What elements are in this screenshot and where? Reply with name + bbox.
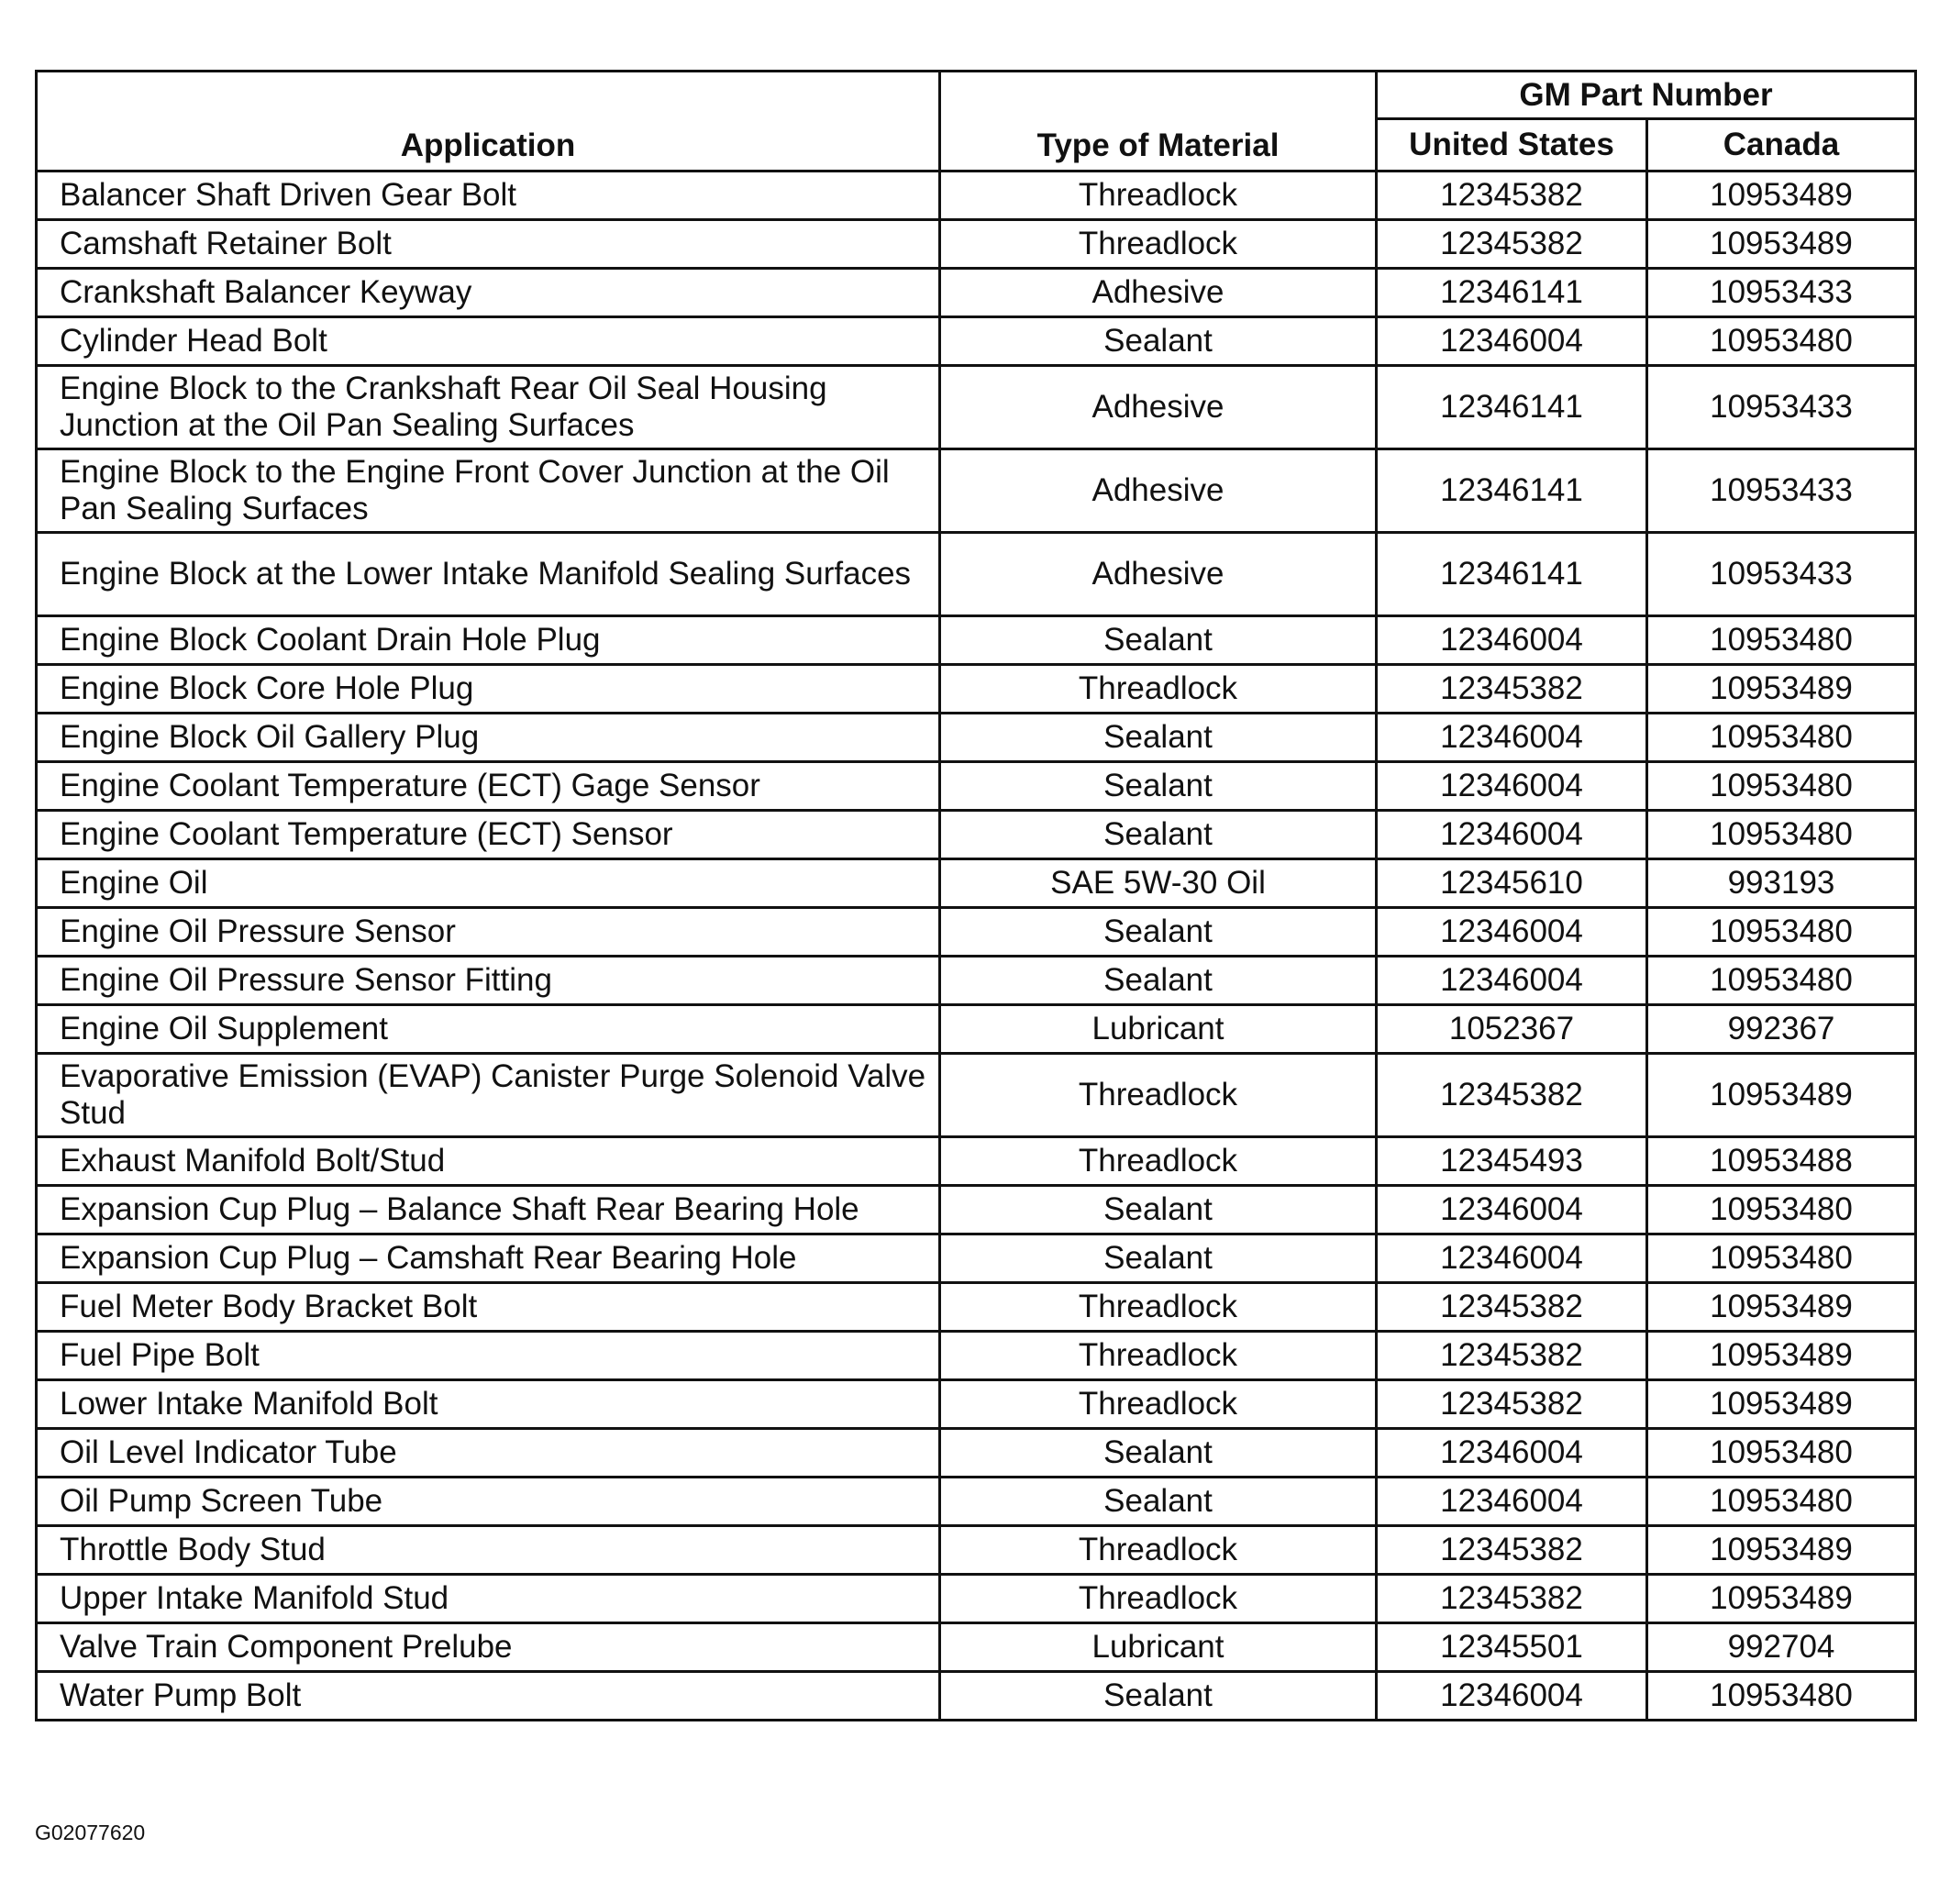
application-cell: Engine Oil Pressure Sensor Fitting bbox=[37, 957, 940, 1005]
application-cell: Engine Coolant Temperature (ECT) Gage Sensor bbox=[37, 762, 940, 811]
material-cell: Threadlock bbox=[940, 1380, 1377, 1429]
canada-part-number-cell: 10953489 bbox=[1647, 220, 1916, 269]
material-cell: Adhesive bbox=[940, 533, 1377, 616]
us-part-number-cell: 12345382 bbox=[1377, 665, 1647, 714]
table-row bbox=[37, 1380, 1916, 1429]
canada-part-number-cell: 10953480 bbox=[1647, 714, 1916, 762]
us-part-number-cell: 12346004 bbox=[1377, 1186, 1647, 1234]
us-part-number-cell: 12346004 bbox=[1377, 1478, 1647, 1526]
table-row bbox=[37, 811, 1916, 859]
table-row bbox=[37, 1005, 1916, 1054]
application-cell: Engine Oil Pressure Sensor bbox=[37, 908, 940, 957]
us-part-number-cell: 12346141 bbox=[1377, 269, 1647, 317]
application-cell: Engine Oil bbox=[37, 859, 940, 908]
application-cell: Oil Level Indicator Tube bbox=[37, 1429, 940, 1478]
application-cell: Engine Block at the Lower Intake Manifold Sealing Surfaces bbox=[37, 533, 940, 616]
us-part-number-cell: 12345610 bbox=[1377, 859, 1647, 908]
application-cell: Cylinder Head Bolt bbox=[37, 317, 940, 366]
application-cell: Throttle Body Stud bbox=[37, 1526, 940, 1575]
table-row bbox=[37, 269, 1916, 317]
us-part-number-cell: 12345493 bbox=[1377, 1137, 1647, 1186]
material-cell: Adhesive bbox=[940, 449, 1377, 533]
table-row bbox=[37, 957, 1916, 1005]
canada-part-number-cell: 10953489 bbox=[1647, 1283, 1916, 1332]
table-row bbox=[37, 1332, 1916, 1380]
table-row bbox=[37, 1186, 1916, 1234]
application-cell: Water Pump Bolt bbox=[37, 1672, 940, 1721]
material-cell: Sealant bbox=[940, 908, 1377, 957]
table-row bbox=[37, 449, 1916, 533]
application-cell: Engine Block to the Engine Front Cover Junction at the Oil Pan Sealing Surfaces bbox=[37, 449, 940, 533]
table-row bbox=[37, 1137, 1916, 1186]
canada-part-number-cell: 993193 bbox=[1647, 859, 1916, 908]
material-cell: Sealant bbox=[940, 762, 1377, 811]
united-states-column-header: United States bbox=[1377, 119, 1647, 172]
us-part-number-cell: 1052367 bbox=[1377, 1005, 1647, 1054]
header-row-top bbox=[37, 72, 1916, 119]
material-cell: Lubricant bbox=[940, 1623, 1377, 1672]
us-part-number-cell: 12345382 bbox=[1377, 1283, 1647, 1332]
application-cell: Engine Block Core Hole Plug bbox=[37, 665, 940, 714]
material-cell: Threadlock bbox=[940, 1054, 1377, 1137]
material-cell: Threadlock bbox=[940, 1137, 1377, 1186]
application-cell: Upper Intake Manifold Stud bbox=[37, 1575, 940, 1623]
material-cell: Sealant bbox=[940, 1429, 1377, 1478]
table-row bbox=[37, 1526, 1916, 1575]
application-cell: Engine Oil Supplement bbox=[37, 1005, 940, 1054]
application-cell: Fuel Pipe Bolt bbox=[37, 1332, 940, 1380]
material-column-header: Type of Material bbox=[940, 72, 1377, 172]
canada-column-header: Canada bbox=[1647, 119, 1916, 172]
application-cell: Crankshaft Balancer Keyway bbox=[37, 269, 940, 317]
material-cell: SAE 5W-30 Oil bbox=[940, 859, 1377, 908]
application-cell: Expansion Cup Plug – Camshaft Rear Bearing Hole bbox=[37, 1234, 940, 1283]
table-row bbox=[37, 1623, 1916, 1672]
application-cell: Engine Coolant Temperature (ECT) Sensor bbox=[37, 811, 940, 859]
application-cell: Engine Block Oil Gallery Plug bbox=[37, 714, 940, 762]
table-body bbox=[37, 172, 1916, 1721]
us-part-number-cell: 12345382 bbox=[1377, 1575, 1647, 1623]
application-cell: Fuel Meter Body Bracket Bolt bbox=[37, 1283, 940, 1332]
canada-part-number-cell: 10953480 bbox=[1647, 317, 1916, 366]
canada-part-number-cell: 992704 bbox=[1647, 1623, 1916, 1672]
canada-part-number-cell: 10953489 bbox=[1647, 1575, 1916, 1623]
material-cell: Sealant bbox=[940, 1234, 1377, 1283]
table-row bbox=[37, 859, 1916, 908]
material-cell: Sealant bbox=[940, 957, 1377, 1005]
us-part-number-cell: 12346004 bbox=[1377, 762, 1647, 811]
application-cell: Oil Pump Screen Tube bbox=[37, 1478, 940, 1526]
us-part-number-cell: 12345382 bbox=[1377, 220, 1647, 269]
us-part-number-cell: 12346004 bbox=[1377, 1234, 1647, 1283]
table-row bbox=[37, 908, 1916, 957]
material-cell: Sealant bbox=[940, 1186, 1377, 1234]
table-row bbox=[37, 1575, 1916, 1623]
canada-part-number-cell: 10953480 bbox=[1647, 1234, 1916, 1283]
table-row bbox=[37, 665, 1916, 714]
canada-part-number-cell: 10953480 bbox=[1647, 908, 1916, 957]
material-cell: Sealant bbox=[940, 1672, 1377, 1721]
us-part-number-cell: 12345382 bbox=[1377, 1054, 1647, 1137]
material-cell: Adhesive bbox=[940, 366, 1377, 449]
canada-part-number-cell: 10953489 bbox=[1647, 1054, 1916, 1137]
material-cell: Threadlock bbox=[940, 1332, 1377, 1380]
canada-part-number-cell: 10953480 bbox=[1647, 1478, 1916, 1526]
table-row bbox=[37, 1283, 1916, 1332]
canada-part-number-cell: 10953489 bbox=[1647, 1380, 1916, 1429]
us-part-number-cell: 12346141 bbox=[1377, 533, 1647, 616]
us-part-number-cell: 12346004 bbox=[1377, 1672, 1647, 1721]
canada-part-number-cell: 10953433 bbox=[1647, 533, 1916, 616]
material-cell: Sealant bbox=[940, 811, 1377, 859]
table-row bbox=[37, 172, 1916, 220]
us-part-number-cell: 12345501 bbox=[1377, 1623, 1647, 1672]
canada-part-number-cell: 10953489 bbox=[1647, 1526, 1916, 1575]
material-cell: Adhesive bbox=[940, 269, 1377, 317]
table-row bbox=[37, 1234, 1916, 1283]
us-part-number-cell: 12346004 bbox=[1377, 811, 1647, 859]
sealants-adhesives-table bbox=[35, 70, 1917, 1721]
material-cell: Threadlock bbox=[940, 1575, 1377, 1623]
material-cell: Sealant bbox=[940, 714, 1377, 762]
canada-part-number-cell: 10953480 bbox=[1647, 1672, 1916, 1721]
material-cell: Sealant bbox=[940, 317, 1377, 366]
material-cell: Threadlock bbox=[940, 1526, 1377, 1575]
table-row bbox=[37, 1672, 1916, 1721]
table-row bbox=[37, 220, 1916, 269]
application-cell: Balancer Shaft Driven Gear Bolt bbox=[37, 172, 940, 220]
canada-part-number-cell: 10953480 bbox=[1647, 811, 1916, 859]
canada-part-number-cell: 10953480 bbox=[1647, 616, 1916, 665]
table-row bbox=[37, 1054, 1916, 1137]
table-row bbox=[37, 317, 1916, 366]
material-cell: Sealant bbox=[940, 616, 1377, 665]
table-row bbox=[37, 714, 1916, 762]
application-cell: Lower Intake Manifold Bolt bbox=[37, 1380, 940, 1429]
canada-part-number-cell: 10953480 bbox=[1647, 957, 1916, 1005]
canada-part-number-cell: 10953480 bbox=[1647, 762, 1916, 811]
application-cell: Expansion Cup Plug – Balance Shaft Rear Bearing Hole bbox=[37, 1186, 940, 1234]
material-cell: Sealant bbox=[940, 1478, 1377, 1526]
application-cell: Exhaust Manifold Bolt/Stud bbox=[37, 1137, 940, 1186]
material-cell: Threadlock bbox=[940, 665, 1377, 714]
table-row bbox=[37, 1478, 1916, 1526]
canada-part-number-cell: 10953480 bbox=[1647, 1429, 1916, 1478]
canada-part-number-cell: 992367 bbox=[1647, 1005, 1916, 1054]
table-row bbox=[37, 1429, 1916, 1478]
us-part-number-cell: 12346004 bbox=[1377, 1429, 1647, 1478]
table-header bbox=[37, 72, 1916, 172]
application-cell: Valve Train Component Prelube bbox=[37, 1623, 940, 1672]
material-cell: Threadlock bbox=[940, 172, 1377, 220]
canada-part-number-cell: 10953489 bbox=[1647, 172, 1916, 220]
material-cell: Threadlock bbox=[940, 220, 1377, 269]
canada-part-number-cell: 10953489 bbox=[1647, 665, 1916, 714]
application-cell: Evaporative Emission (EVAP) Canister Purge Solenoid Valve Stud bbox=[37, 1054, 940, 1137]
material-cell: Lubricant bbox=[940, 1005, 1377, 1054]
table-row bbox=[37, 533, 1916, 616]
application-cell: Engine Block to the Crankshaft Rear Oil Seal Housing Junction at the Oil Pan Sealing Surfaces bbox=[37, 366, 940, 449]
us-part-number-cell: 12346141 bbox=[1377, 449, 1647, 533]
table-row bbox=[37, 762, 1916, 811]
us-part-number-cell: 12346004 bbox=[1377, 714, 1647, 762]
application-cell: Camshaft Retainer Bolt bbox=[37, 220, 940, 269]
canada-part-number-cell: 10953433 bbox=[1647, 366, 1916, 449]
us-part-number-cell: 12345382 bbox=[1377, 1332, 1647, 1380]
us-part-number-cell: 12346004 bbox=[1377, 616, 1647, 665]
table-row bbox=[37, 616, 1916, 665]
gm-part-number-header: GM Part Number bbox=[1377, 72, 1916, 119]
material-cell: Threadlock bbox=[940, 1283, 1377, 1332]
application-column-header: Application bbox=[37, 72, 940, 172]
us-part-number-cell: 12345382 bbox=[1377, 1526, 1647, 1575]
us-part-number-cell: 12346004 bbox=[1377, 908, 1647, 957]
us-part-number-cell: 12346004 bbox=[1377, 317, 1647, 366]
us-part-number-cell: 12346141 bbox=[1377, 366, 1647, 449]
canada-part-number-cell: 10953433 bbox=[1647, 449, 1916, 533]
canada-part-number-cell: 10953433 bbox=[1647, 269, 1916, 317]
us-part-number-cell: 12346004 bbox=[1377, 957, 1647, 1005]
canada-part-number-cell: 10953489 bbox=[1647, 1332, 1916, 1380]
canada-part-number-cell: 10953480 bbox=[1647, 1186, 1916, 1234]
application-cell: Engine Block Coolant Drain Hole Plug bbox=[37, 616, 940, 665]
us-part-number-cell: 12345382 bbox=[1377, 1380, 1647, 1429]
canada-part-number-cell: 10953488 bbox=[1647, 1137, 1916, 1186]
us-part-number-cell: 12345382 bbox=[1377, 172, 1647, 220]
figure-id: G02077620 bbox=[35, 1821, 146, 1844]
table-row bbox=[37, 366, 1916, 449]
